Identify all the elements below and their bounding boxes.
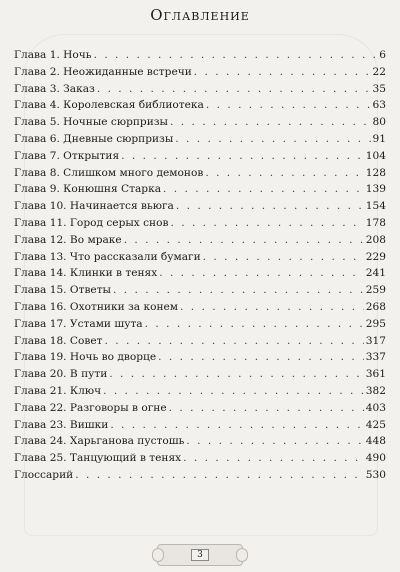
toc-entry bbox=[14, 383, 386, 400]
toc-entry bbox=[14, 433, 386, 450]
page-title: Оглавление bbox=[150, 6, 250, 24]
toc-entry-page: 448 bbox=[365, 435, 386, 448]
page-number: 3 bbox=[191, 549, 209, 561]
toc-entry-title: Глава 9. Конюшня Старка bbox=[14, 183, 162, 196]
dot-leader bbox=[105, 333, 364, 350]
dot-leader bbox=[183, 450, 364, 467]
toc-entry-title: Глава 11. Город серых снов bbox=[14, 216, 169, 229]
toc-entry-page: 139 bbox=[365, 183, 386, 196]
toc-entry bbox=[14, 249, 386, 266]
toc-entry-title: Глава 1. Ночь bbox=[14, 49, 92, 61]
dot-leader bbox=[75, 467, 364, 484]
dot-leader bbox=[186, 433, 363, 450]
dot-leader bbox=[205, 165, 363, 182]
toc-entry bbox=[14, 299, 386, 316]
toc-entry-title: Глава 12. Во мраке bbox=[14, 233, 122, 246]
toc-entry bbox=[14, 81, 386, 98]
dot-leader bbox=[110, 417, 363, 434]
toc-entry bbox=[14, 417, 386, 434]
toc-entry-page: 35 bbox=[372, 82, 386, 95]
toc-entry-page: 128 bbox=[365, 166, 386, 179]
dot-leader bbox=[176, 198, 364, 215]
toc-entry-title: Глава 24. Харьганова пустошь bbox=[14, 435, 185, 448]
toc-entry-title: Глава 16. Охотники за конем bbox=[14, 300, 179, 313]
toc-entry-page: 208 bbox=[365, 233, 386, 246]
toc-entry-title: Глава 25. Танцующий в тенях bbox=[14, 452, 182, 465]
toc-entry-title: Глоссарий bbox=[14, 468, 74, 481]
table-of-contents bbox=[14, 47, 386, 484]
toc-entry bbox=[14, 265, 386, 282]
toc-entry-page: 337 bbox=[365, 351, 386, 364]
dot-leader bbox=[97, 81, 371, 98]
toc-entry bbox=[14, 349, 386, 366]
dot-leader bbox=[203, 249, 364, 266]
dot-leader bbox=[175, 131, 370, 148]
toc-entry-title: Глава 20. В пути bbox=[14, 368, 108, 381]
toc-entry bbox=[14, 165, 386, 182]
toc-entry-page: 229 bbox=[365, 250, 386, 263]
toc-entry-title: Глава 17. Устами шута bbox=[14, 317, 143, 330]
toc-entry-page: 259 bbox=[365, 284, 386, 297]
toc-entry-page: 268 bbox=[365, 300, 386, 313]
toc-entry-page: 241 bbox=[365, 267, 386, 280]
toc-entry-page: 91 bbox=[372, 132, 386, 145]
toc-entry-page: 530 bbox=[365, 468, 386, 481]
toc-entry-title: Глава 14. Клинки в тенях bbox=[14, 267, 158, 280]
toc-entry bbox=[14, 198, 386, 215]
toc-entry bbox=[14, 215, 386, 232]
toc-entry-title: Глава 13. Что рассказали бумаги bbox=[14, 250, 201, 263]
toc-entry-page: 403 bbox=[365, 401, 386, 414]
toc-entry-title: Глава 21. Ключ bbox=[14, 384, 102, 397]
toc-entry-title: Глава 10. Начинается вьюга bbox=[14, 200, 174, 213]
toc-entry-page: 80 bbox=[372, 116, 386, 129]
toc-entry bbox=[14, 467, 386, 484]
dot-leader bbox=[206, 97, 371, 114]
toc-entry-title: Глава 4. Королевская библиотека bbox=[14, 99, 204, 112]
dot-leader bbox=[170, 114, 371, 131]
dot-leader bbox=[169, 400, 364, 417]
toc-entry-page: 6 bbox=[379, 49, 386, 61]
toc-entry bbox=[14, 131, 386, 148]
toc-entry bbox=[14, 114, 386, 131]
dot-leader bbox=[194, 64, 371, 81]
toc-entry bbox=[14, 148, 386, 165]
dot-leader bbox=[170, 215, 363, 232]
toc-entry-title: Глава 15. Ответы bbox=[14, 284, 111, 297]
dot-leader bbox=[109, 366, 363, 383]
toc-entry bbox=[14, 450, 386, 467]
dot-leader bbox=[124, 232, 364, 249]
toc-entry-page: 63 bbox=[372, 99, 386, 112]
toc-entry-page: 22 bbox=[372, 65, 386, 78]
toc-entry-title: Глава 23. Вишки bbox=[14, 418, 109, 431]
dot-leader bbox=[180, 299, 364, 316]
toc-entry-page: 154 bbox=[365, 200, 386, 213]
toc-entry-page: 295 bbox=[365, 317, 386, 330]
dot-leader bbox=[145, 316, 364, 333]
toc-entry bbox=[14, 97, 386, 114]
toc-entry bbox=[14, 64, 386, 81]
dot-leader bbox=[159, 265, 364, 282]
toc-entry-title: Глава 5. Ночные сюрпризы bbox=[14, 116, 168, 129]
dot-leader bbox=[103, 383, 364, 400]
dot-leader bbox=[121, 148, 364, 165]
toc-entry-title: Глава 18. Совет bbox=[14, 334, 103, 347]
toc-entry bbox=[14, 232, 386, 249]
toc-entry-title: Глава 22. Разговоры в огне bbox=[14, 401, 167, 414]
toc-entry bbox=[14, 47, 386, 64]
toc-entry-title: Глава 3. Заказ bbox=[14, 82, 95, 95]
toc-entry-title: Глава 2. Неожиданные встречи bbox=[14, 65, 192, 78]
toc-entry-page: 104 bbox=[365, 149, 386, 162]
toc-entry-page: 361 bbox=[365, 368, 386, 381]
toc-entry bbox=[14, 316, 386, 333]
toc-entry-title: Глава 8. Слишком много демонов bbox=[14, 166, 204, 179]
page-footer bbox=[0, 540, 400, 570]
toc-entry-page: 425 bbox=[365, 418, 386, 431]
toc-entry bbox=[14, 366, 386, 383]
dot-leader bbox=[163, 181, 364, 198]
dot-leader bbox=[94, 47, 378, 64]
toc-entry bbox=[14, 333, 386, 350]
toc-entry-title: Глава 6. Дневные сюрпризы bbox=[14, 132, 174, 145]
toc-entry-page: 490 bbox=[365, 452, 386, 465]
toc-entry bbox=[14, 181, 386, 198]
page-number-ornament bbox=[157, 544, 243, 566]
dot-leader bbox=[113, 282, 364, 299]
toc-entry bbox=[14, 400, 386, 417]
toc-entry-page: 382 bbox=[365, 384, 386, 397]
toc-entry bbox=[14, 282, 386, 299]
toc-entry-title: Глава 19. Ночь во дворце bbox=[14, 351, 157, 364]
dot-leader bbox=[158, 349, 364, 366]
toc-entry-page: 317 bbox=[365, 334, 386, 347]
toc-entry-page: 178 bbox=[365, 216, 386, 229]
toc-entry-title: Глава 7. Открытия bbox=[14, 149, 120, 162]
